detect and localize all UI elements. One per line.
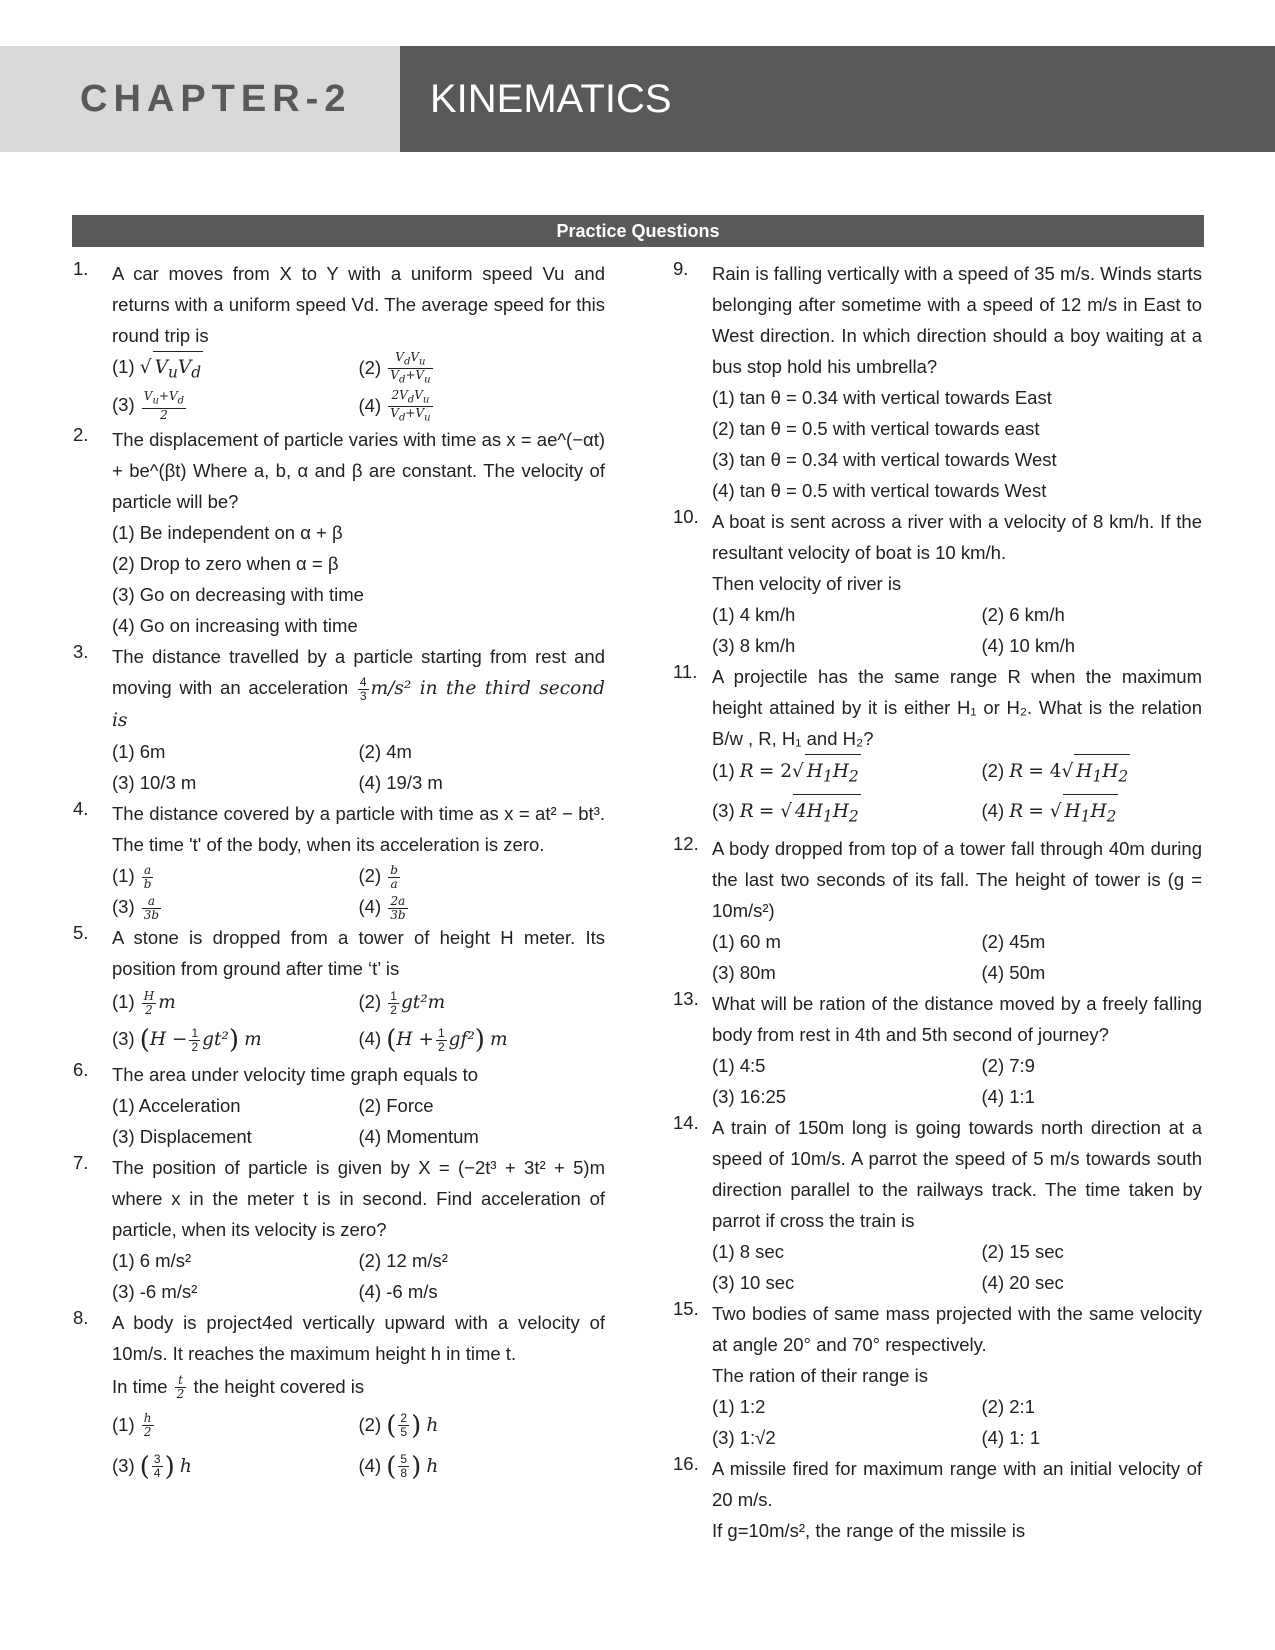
option: (2) R = 4√ $H_1H_2$	[982, 754, 1203, 794]
question-text: A body is project4ed vertically upward with a velocity of 10m/s. It reaches the maximum height h in time t.	[112, 1311, 605, 1364]
question-text: The displacement of particle varies with time as x = ae^(−αt) + be^(βt) Where a, b, α and β are constant. The velocity of particle will be?	[112, 429, 605, 513]
question-4: 4. The distance covered by a particle with time as x = at² − bt³. The time 't' of the body, when its acceleration is zero. (1) $\frac{a}{b}$ (2) $\frac{b}{a}$ (3) $\frac{a}{3b}$ (4) $\frac{2a}{3b}$	[73, 798, 605, 923]
option: (2) 45m	[981, 931, 1046, 953]
option: (1) 6m	[112, 741, 166, 763]
option: (4) ( $\frac{5}{8}$ ) h	[358, 1451, 439, 1482]
options	[112, 1405, 605, 1487]
question-text: The position of particle is given by X = (−2t³ + 3t² + 5)m where x in the meter t is in second. Find acceleration of particle, when its velocity is zero?	[112, 1156, 605, 1240]
options	[112, 351, 605, 424]
option: (3) tan θ = 0.34 with vertical towards West	[712, 449, 1057, 470]
question-text: A stone is dropped from a tower of height H meter. Its position from ground after time ‘t’ is	[112, 927, 605, 980]
option: (4) Momentum	[358, 1125, 479, 1147]
option: (3) $\frac{V_u+V_d}{2}$	[112, 389, 185, 422]
question-text: A projectile has the same range R when the maximum height attained by it is either H₁ or H₂. What is the relation B/w , R, H₁ and H₂?	[712, 666, 1202, 749]
question-5: 5. A stone is dropped from a tower of height H meter. Its position from ground after time ‘t’ is (1) $\frac{H}{2}$ m (2) $\frac{1}{2}$ gt²m (3) (H − $\frac{1}{2}$ gt²) m (4) (H + $\frac{1}{2}$ gf²) m	[70, 922, 605, 1058]
options	[712, 754, 1202, 833]
options	[712, 1050, 1202, 1112]
right-column	[670, 258, 1202, 1546]
question-11: 11. A projectile has the same range R when the maximum height attained by it is either H₁ or H₂. What is the relation B/w , R, H₁ and H₂? (1) R = 2√ $H_1H_2$ (2) R = 4√ $H_1H_2$ (3) R = √ $4H_1H_2$ (4) R = √ $H_1H_2$	[670, 661, 1202, 833]
option: (2) ( $\frac{2}{5}$ ) h	[358, 1410, 439, 1441]
chapter-title-block	[400, 46, 1275, 152]
option: (3) (H − $\frac{1}{2}$ gt²) m	[112, 1025, 262, 1056]
option: (4) (H + $\frac{1}{2}$ gf²) m	[358, 1025, 508, 1056]
option: (4) 1:1	[981, 1086, 1035, 1108]
option: (2) 6 km/h	[981, 604, 1065, 625]
option: (3) ( $\frac{3}{4}$ ) h	[112, 1451, 192, 1482]
option: (1) 4 km/h	[712, 604, 796, 625]
option: (1) $\frac{H}{2}$ m	[112, 989, 176, 1018]
section-title: Practice Questions	[72, 215, 1204, 247]
question-9: 9. Rain is falling vertically with a speed of 35 m/s. Winds starts belonging after sometime with a speed of 12 m/s in East to West direction. In which direction should a boy waiting at a bus stop hold his umbrella? (1) tan θ = 0.34 with vertical towards East (2) tan θ = 0.5 with vertical towards east (3) tan θ = 0.34 with vertical towards West (4) tan θ = 0.5 with vertical towards West	[670, 258, 1202, 506]
question-text: A train of 150m long is going towards north direction at a speed of 10m/s. A parrot the speed of 5 m/s towards south direction parallel to the railways track. The time taken by parrot if cross the train is	[712, 1117, 1202, 1232]
question-10: 10. A boat is sent across a river with a velocity of 8 km/h. If the resultant velocity of boat is 10 km/h. Then velocity of river is (1) 4 km/h (2) 6 km/h (3) 8 km/h (4) 10 km/h	[670, 506, 1202, 661]
question-14: 14. A train of 150m long is going towards north direction at a speed of 10m/s. A parrot the speed of 5 m/s towards south direction parallel to the railways track. The time taken by parrot if cross the train is (1) 8 sec (2) 15 sec (3) 10 sec (4) 20 sec	[670, 1112, 1202, 1298]
options	[112, 860, 605, 922]
option: (4) 20 sec	[981, 1272, 1064, 1294]
option: (2) Drop to zero when α = β	[112, 553, 339, 575]
option: (3) 8 km/h	[712, 635, 796, 656]
option: (2) tan θ = 0.5 with vertical towards east	[712, 418, 1040, 439]
option: (3) -6 m/s²	[112, 1280, 198, 1302]
option: (1) R = 2√ $H_1H_2$	[712, 754, 982, 794]
question-text-cont: In time $\frac{t}{2}$ the height covered is	[112, 1373, 365, 1402]
question-16: 16. A missile fired for maximum range with an initial velocity of 20 m/s. If g=10m/s², the range of the missile is	[670, 1453, 1202, 1546]
question-text: A boat is sent across a river with a velocity of 8 km/h. If the resultant velocity of boat is 10 km/h.	[712, 511, 1202, 563]
option: (1) Acceleration	[112, 1094, 241, 1116]
question-text: A body dropped from top of a tower fall through 40m during the last two seconds of its fall. The height of tower is (g = 10m/s²)	[712, 838, 1202, 922]
question-text: Rain is falling vertically with a speed of 35 m/s. Winds starts belonging after sometime with a speed of 12 m/s in East to West direction. In which direction should a boy waiting at a bus stop hold his umbrella?	[712, 263, 1202, 377]
option: (1) √ $V_uV_d$	[112, 351, 359, 389]
option: (3) 16:25	[712, 1086, 787, 1108]
option: (2) 15 sec	[981, 1241, 1064, 1263]
option: (2) $\frac{1}{2}$ gt²m	[358, 989, 446, 1018]
option: (1) 60 m	[712, 931, 781, 953]
option: (2) 12 m/s²	[358, 1249, 448, 1271]
option: (2) 7:9	[981, 1055, 1035, 1077]
chapter-label-block	[0, 46, 400, 152]
option: (1) 4:5	[712, 1055, 766, 1077]
option: (1) $\frac{h}{2}$	[112, 1411, 152, 1440]
question-text: The area under velocity time graph equals to	[112, 1063, 479, 1085]
option: (3) 10 sec	[712, 1272, 795, 1294]
options	[112, 1090, 605, 1152]
option: (1) tan θ = 0.34 with vertical towards East	[712, 387, 1052, 408]
option: (2) 2:1	[981, 1396, 1035, 1418]
option: (1) 6 m/s²	[112, 1249, 192, 1271]
option: (2) $\frac{b}{a}$	[358, 863, 398, 892]
question-15: 15. Two bodies of same mass projected with the same velocity at angle 20° and 70° respectively. The ration of their range is (1) 1:2 (2) 2:1 (3) 1:√2 (4) 1: 1	[670, 1298, 1202, 1453]
option: (3) R = √ $4H_1H_2$	[712, 794, 982, 834]
option: (2) $V_dV_u$ $V_d+V_u$	[358, 350, 431, 386]
option: (3) $\frac{a}{3b}$	[112, 894, 160, 923]
option: (4) tan θ = 0.5 with vertical towards West	[712, 480, 1047, 501]
question-2: 2. The displacement of particle varies with time as x = ae^(−αt) + be^(βt) Where a, b, α and β are constant. The velocity of particle will be? (1) Be independent on α + β (2) Drop to zero when α = β (3) Go on decreasing with time (4) Go on increasing with time	[70, 424, 605, 641]
options	[712, 599, 1202, 661]
option: (4) R = √ $H_1H_2$	[982, 794, 1203, 834]
question-text-cont: The ration of their range is	[712, 1365, 928, 1387]
option: (1) 8 sec	[712, 1241, 784, 1263]
options	[712, 926, 1202, 988]
option: (4) 1: 1	[981, 1427, 1041, 1449]
left-column	[70, 258, 605, 1487]
option: (1) $\frac{a}{b}$	[112, 863, 152, 892]
question-12: 12. A body dropped from top of a tower fall through 40m during the last two seconds of its fall. The height of tower is (g = 10m/s²) (1) 60 m (2) 45m (3) 80m (4) 50m	[670, 833, 1202, 988]
question-6: 6. The area under velocity time graph equals to (1) Acceleration (2) Force (3) Displacement (4) Momentum	[70, 1059, 605, 1152]
option: (4) Go on increasing with time	[112, 615, 358, 637]
question-text-cont: If g=10m/s², the range of the missile is	[712, 1520, 1026, 1542]
chapter-label: CHAPTER-2	[80, 77, 352, 120]
question-8: 8. A body is project4ed vertically upward with a velocity of 10m/s. It reaches the maximum height h in time t. In time $\frac{t}{2}$ the height covered is (1) $\frac{h}{2}$ (2) ( $\frac{2}{5}$ ) h (3) ( $\frac{3}{4}$ ) h (4) ( $\frac{5}{8}$ ) h	[70, 1307, 605, 1487]
options	[112, 1245, 605, 1307]
option: (1) Be independent on α + β	[112, 522, 343, 544]
option: (3) 1:√2	[712, 1427, 776, 1449]
question-text: The distance covered by a particle with time as x = at² − bt³. The time 't' of the body, when its acceleration is zero.	[112, 803, 605, 856]
option: (4) $\frac{2a}{3b}$	[358, 894, 406, 923]
options	[712, 1391, 1202, 1453]
question-text: A car moves from X to Y with a uniform speed Vu and returns with a uniform speed Vd. The average speed for this round trip is	[112, 263, 605, 346]
option: (2) 4m	[358, 741, 412, 763]
question-text: A missile fired for maximum range with an initial velocity of 20 m/s.	[712, 1458, 1202, 1511]
option: (3) Go on decreasing with time	[112, 584, 364, 606]
options	[712, 382, 1202, 506]
option: (3) 80m	[712, 962, 776, 984]
chapter-title: KINEMATICS	[430, 76, 672, 121]
options	[112, 984, 605, 1058]
question-1: 1. A car moves from X to Y with a uniform speed Vu and returns with a uniform speed Vd. The average speed for this round trip is (1) √ $V_uV_d$ (2) $V_dV_u$ $V_d+V_u$ (3) $\frac{V_u+V_d}{2}$ (4) $2V_dV_u$ $V_d+V_u$	[73, 258, 605, 424]
question-text: Two bodies of same mass projected with the same velocity at angle 20° and 70° respectively.	[712, 1303, 1202, 1356]
question-3: 3. The distance travelled by a particle starting from rest and moving with an acceleration $\frac{4}{3}$ m/s² in the third second is (1) 6m (2) 4m (3) 10/3 m (4) 19/3 m	[70, 641, 605, 798]
question-text: The distance travelled by a particle starting from rest and moving with an acceleration $\frac{4}{3}$ m/s² in the third second is	[112, 646, 605, 732]
question-7: 7. The position of particle is given by X = (−2t³ + 3t² + 5)m where x in the meter t is in second. Find acceleration of particle, when its velocity is zero? (1) 6 m/s² (2) 12 m/s² (3) -6 m/s² (4) -6 m/s	[70, 1152, 605, 1307]
option: (4) 19/3 m	[358, 772, 443, 794]
question-text: What will be ration of the distance moved by a freely falling body from rest in 4th and 5th second of journey?	[712, 993, 1202, 1046]
options	[112, 517, 605, 641]
option: (3) Displacement	[112, 1125, 252, 1147]
option: (4) 10 km/h	[981, 635, 1076, 656]
options	[112, 736, 605, 798]
question-text-cont: Then velocity of river is	[712, 573, 902, 594]
option: (3) 10/3 m	[112, 772, 197, 794]
option: (4) 50m	[981, 962, 1046, 984]
option: (4) $2V_dV_u$ $V_d+V_u$	[358, 387, 431, 424]
option: (1) 1:2	[712, 1396, 766, 1418]
question-13: 13. What will be ration of the distance moved by a freely falling body from rest in 4th and 5th second of journey? (1) 4:5 (2) 7:9 (3) 16:25 (4) 1:1	[670, 988, 1202, 1112]
options	[712, 1236, 1202, 1298]
option: (4) -6 m/s	[358, 1280, 438, 1302]
option: (2) Force	[358, 1094, 434, 1116]
